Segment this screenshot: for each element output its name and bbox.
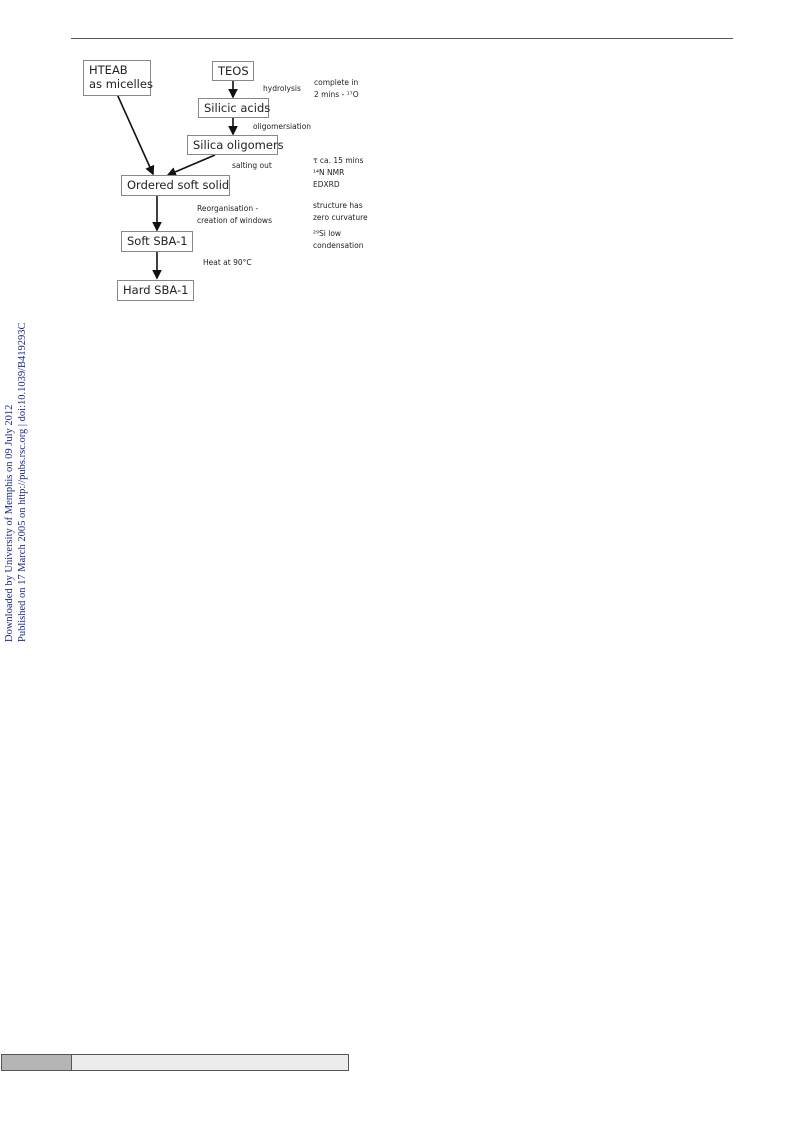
note-tau [313,155,363,191]
node-teos: TEOS [212,61,254,81]
node-hteab-line2: as micelles [89,77,153,91]
note-structure [313,200,368,224]
arrow-hteab-to-ordered [117,94,153,174]
footer-bar [1,1054,349,1071]
arrow-oligomers-to-ordered [168,155,215,175]
note-tau-line2: ¹⁴N NMR [313,168,345,177]
note-structure-line1: structure has [313,201,363,210]
note-tau-line3: EDXRD [313,180,340,189]
download-notice [3,312,29,642]
node-hteab-line1: HTEAB [89,63,128,77]
node-ordered-soft-solid: Ordered soft solid [121,175,230,196]
note-si [313,228,363,252]
node-hteab [83,60,151,96]
note-complete-line2: 2 mins - ¹⁷O [314,90,359,99]
note-structure-line2: zero curvature [313,213,368,222]
label-hydrolysis: hydrolysis [263,84,301,93]
note-complete [314,77,359,101]
label-reorganisation-line1: Reorganisation - [197,204,259,213]
node-soft-sba1: Soft SBA-1 [121,231,193,252]
note-complete-line1: complete in [314,78,359,87]
label-heat: Heat at 90°C [203,258,252,267]
note-si-line2: condensation [313,241,364,250]
download-notice-line1: Downloaded by University of Memphis on 09 July 2012 [4,404,15,642]
node-silica-oligomers: Silica oligomers [187,135,278,155]
flowchart-arrows [0,0,793,320]
label-reorganisation [197,203,272,227]
node-silicic-acids: Silicic acids [198,98,269,118]
label-oligomerisation: oligomersiation [253,122,312,131]
label-reorganisation-line2: creation of windows [197,216,272,225]
footer-bar-shaded-cell [2,1055,72,1070]
label-salting-out: salting out [232,161,272,170]
node-hard-sba1: Hard SBA-1 [117,280,194,301]
note-si-line1: ²⁹Si low [313,229,342,238]
note-tau-line1: τ ca. 15 mins [313,156,364,165]
download-notice-line2: Published on 17 March 2005 on http://pubs.rsc.org | doi:10.1039/B419293C [17,322,28,642]
